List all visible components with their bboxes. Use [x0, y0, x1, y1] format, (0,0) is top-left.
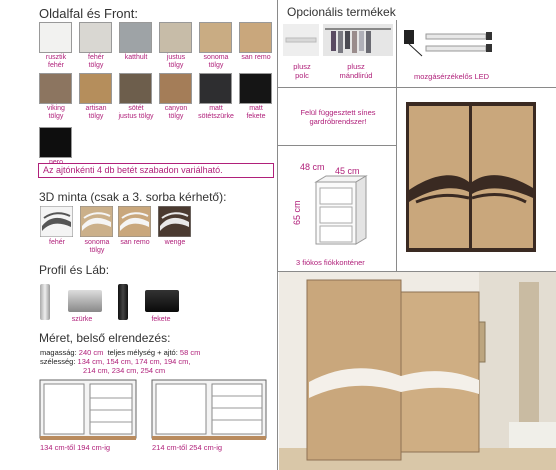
size-range-small: 134 cm-től 194 cm-ig — [40, 443, 111, 452]
finish-label: sötét justus tölgy — [118, 105, 154, 120]
finish-swatch — [159, 22, 192, 53]
profile-title: Profil és Láb: — [39, 263, 110, 277]
room-photo — [279, 272, 556, 470]
option-divider — [396, 20, 397, 87]
led-image — [402, 22, 512, 62]
finish-swatch — [239, 22, 272, 53]
pattern-swatch — [118, 206, 151, 237]
leg-grey-image — [68, 290, 102, 312]
finish-swatch — [119, 22, 152, 53]
finish-label: justus tölgy — [166, 54, 186, 69]
wardrobe-diagram-large — [150, 378, 268, 442]
rail-image — [323, 24, 393, 56]
finish-swatch — [199, 73, 232, 104]
insert-note: Az ajtónkénti 4 db betét szabadon variálható. — [43, 165, 223, 175]
option-led-label: mozgásérzékelős LED — [414, 72, 490, 81]
profile-grey-image — [40, 284, 50, 320]
profile-black-image — [118, 284, 128, 320]
drawer-height: 65 cm — [292, 200, 302, 225]
finish-swatch — [39, 73, 72, 104]
finish-swatch — [119, 73, 152, 104]
wardrobe-front-image — [406, 102, 536, 254]
pattern-swatch — [40, 206, 73, 237]
drawer-caption: 3 fiókos fiókkonténer — [296, 258, 365, 267]
profile-black-label: fekete — [151, 316, 171, 323]
mid-vertical-divider — [396, 88, 397, 271]
options-title: Opcionális termékek — [287, 5, 396, 19]
vertical-divider — [277, 0, 278, 470]
option-rail-label: plusz mándlirúd — [339, 62, 373, 80]
size-height: magasság: 240 cm teljes mélység + ajtó: 58 cm — [40, 348, 201, 357]
finish-swatch — [159, 73, 192, 104]
finish-label: matt fekete — [246, 105, 266, 120]
finish-swatch — [39, 127, 72, 158]
pattern-label: fehér — [49, 239, 65, 246]
finish-swatch — [239, 73, 272, 104]
finish-swatch — [79, 22, 112, 53]
finish-label: nero — [48, 159, 63, 166]
finish-swatch — [39, 22, 72, 53]
finish-label: fehér tölgy — [88, 54, 104, 69]
finish-label: katthult — [124, 54, 148, 61]
leg-black-image — [145, 290, 179, 312]
finish-swatch — [79, 73, 112, 104]
pattern-label: sonoma tölgy — [84, 239, 110, 254]
pattern-label: san remo — [120, 239, 150, 246]
finish-label: matt sötétszürke — [198, 105, 234, 120]
finish-label: canyon tölgy — [164, 105, 188, 120]
finish-label: san remo — [241, 54, 271, 61]
option-shelf-label: plusz polc — [293, 62, 311, 80]
pattern-title: 3D minta (csak a 3. sorba kérhető): — [39, 190, 227, 204]
wardrobe-diagram-small — [38, 378, 138, 442]
size-width-2: 214 cm, 234 cm, 254 cm — [83, 366, 166, 375]
finish-label: rusztik fehér — [45, 54, 67, 69]
profile-grey-label: szürke — [71, 316, 93, 323]
right-top-divider — [278, 87, 556, 88]
drawer-width: 48 cm — [300, 162, 325, 172]
size-width: szélesség: 134 cm, 154 cm, 174 cm, 194 cm, — [40, 357, 191, 366]
finish-swatch — [199, 22, 232, 53]
shelf-image — [283, 24, 319, 56]
insert-note-box — [38, 163, 274, 178]
pattern-swatch — [80, 206, 113, 237]
size-title: Méret, belső elrendezés: — [39, 331, 171, 345]
drawer-depth: 45 cm — [335, 166, 360, 176]
drawer-diagram — [290, 160, 390, 260]
finish-label: artisan tölgy — [85, 105, 107, 120]
finishes-title: Oldalfal és Front: — [39, 6, 138, 21]
finish-label: viking tölgy — [47, 105, 65, 120]
pattern-swatch — [158, 206, 191, 237]
finish-label: sonoma tölgy — [203, 54, 229, 69]
note-divider — [278, 145, 396, 146]
rail-note: Felül függesztett sínes gardróbrendszer! — [300, 108, 376, 126]
size-range-large: 214 cm-től 254 cm-ig — [152, 443, 223, 452]
pattern-label: wenge — [164, 239, 186, 246]
